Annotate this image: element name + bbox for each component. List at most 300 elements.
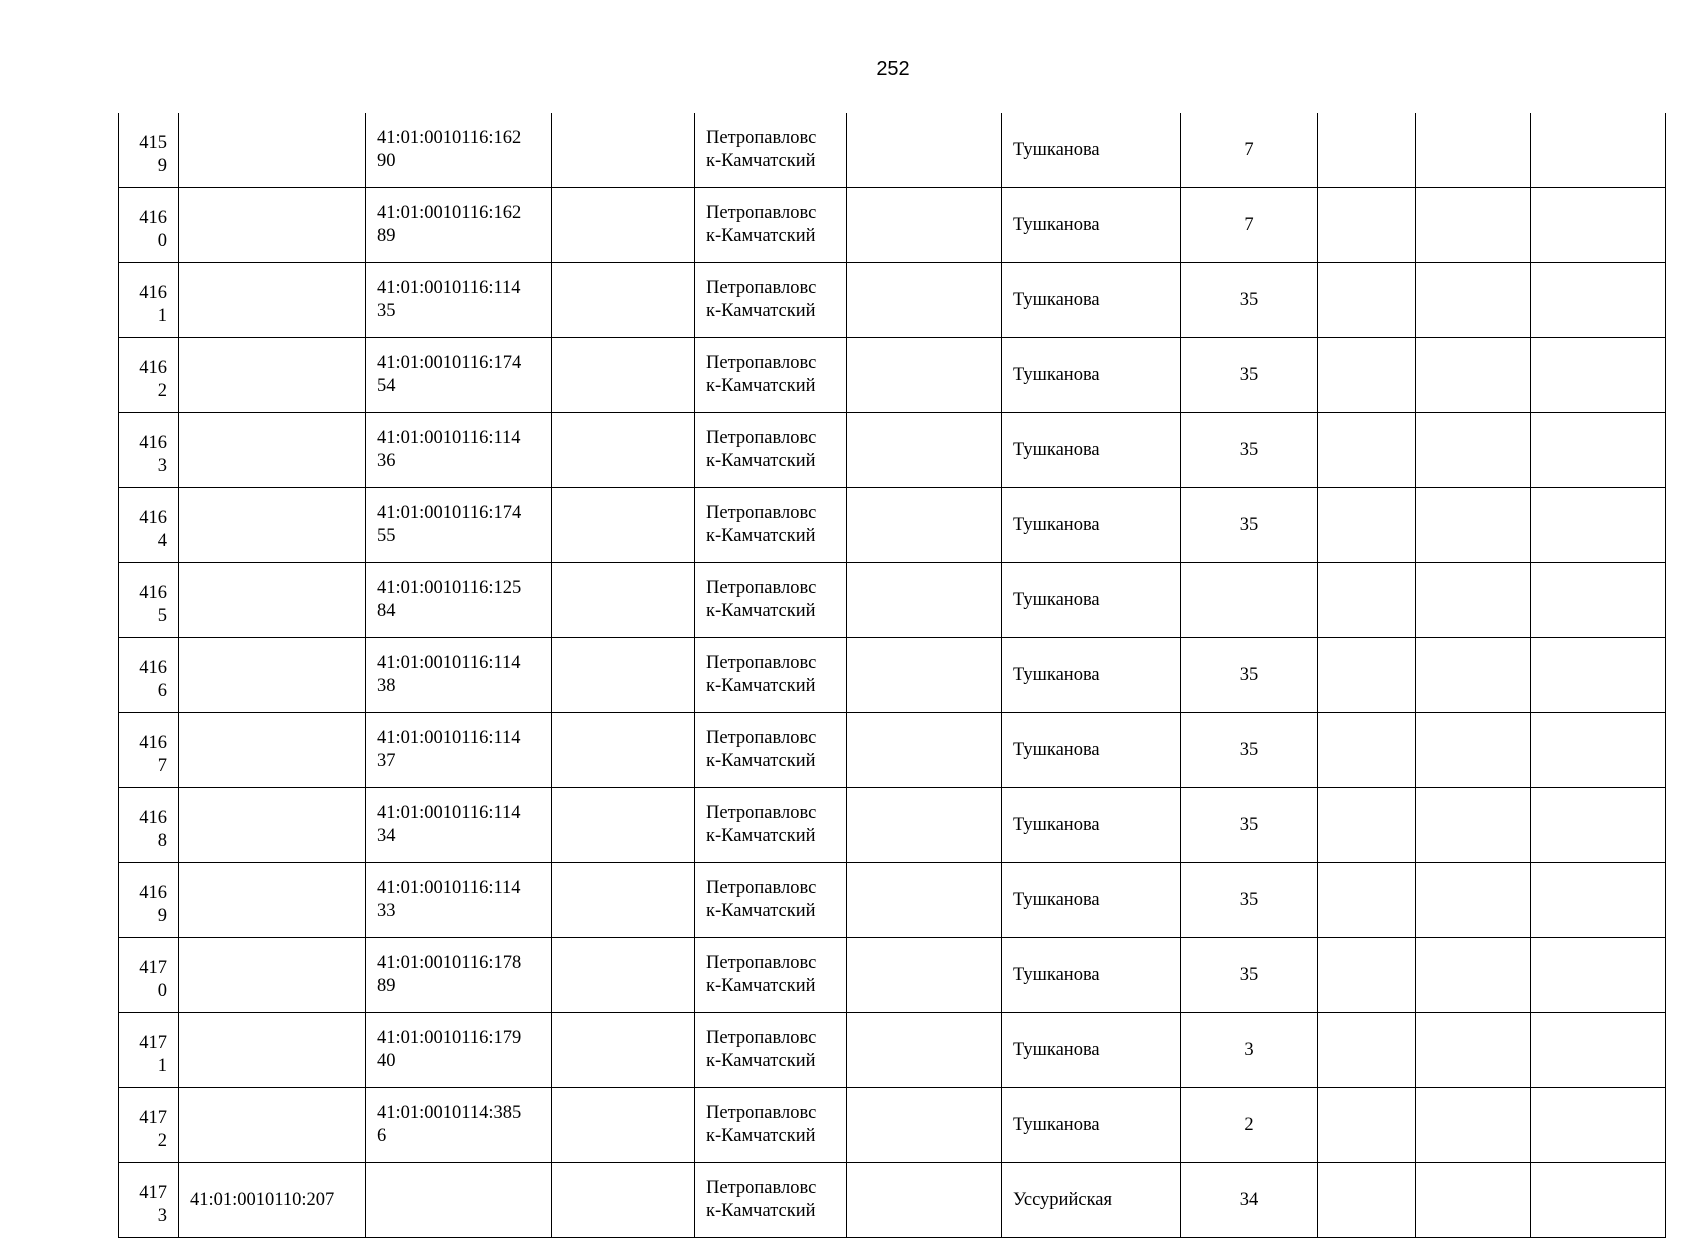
cadastral-sub-cell — [366, 863, 552, 938]
empty-cell — [552, 938, 695, 1013]
city-line: Петропавловс — [706, 1178, 817, 1198]
house-number-value: 3 — [1244, 1039, 1254, 1060]
street-value: Тушканова — [1013, 364, 1100, 385]
city-cell — [695, 563, 847, 638]
cadastral-sub-line: 34 — [377, 826, 396, 846]
row-number-line: 416 — [139, 358, 167, 378]
city-cell — [695, 488, 847, 563]
empty-cell — [1318, 1163, 1416, 1238]
street-value: Тушканова — [1013, 514, 1100, 535]
row-number-cell — [119, 188, 179, 263]
empty-cell — [1318, 188, 1416, 263]
street-value: Тушканова — [1013, 739, 1100, 760]
empty-cell — [1416, 488, 1531, 563]
row-number-line: 1 — [157, 306, 167, 326]
empty-cell — [847, 263, 1002, 338]
house-number-cell — [1181, 1088, 1318, 1163]
row-number-cell — [119, 863, 179, 938]
empty-cell — [1318, 863, 1416, 938]
cadastral-sub-line: 41:01:0010116:174 — [377, 503, 522, 523]
row-number-line: 8 — [157, 831, 167, 851]
cadastral-sub-cell — [366, 338, 552, 413]
cadastral-sub-line: 41:01:0010116:114 — [377, 803, 521, 823]
cadastral-sub-line: 41:01:0010116:179 — [377, 1028, 522, 1048]
table-row — [119, 488, 1666, 563]
cadastral-sub-line: 41:01:0010116:174 — [377, 353, 522, 373]
table-row — [119, 338, 1666, 413]
cadastral-sub-cell — [366, 413, 552, 488]
cadastral-sub-line: 38 — [377, 676, 396, 696]
empty-cell — [552, 413, 695, 488]
empty-cell — [552, 188, 695, 263]
empty-cell — [1318, 488, 1416, 563]
street-cell — [1002, 1163, 1181, 1238]
row-number-line: 0 — [157, 231, 167, 251]
row-number-cell — [119, 1163, 179, 1238]
row-number-line: 417 — [139, 1033, 167, 1053]
cadastral-main-cell — [179, 1013, 366, 1088]
row-number-cell — [119, 1088, 179, 1163]
row-number-line: 416 — [139, 433, 167, 453]
empty-cell — [1531, 488, 1666, 563]
street-cell — [1002, 263, 1181, 338]
city-line: Петропавловс — [706, 953, 817, 973]
empty-cell — [847, 1013, 1002, 1088]
house-number-value: 2 — [1244, 1114, 1254, 1135]
cadastral-sub-cell — [366, 263, 552, 338]
empty-cell — [552, 1163, 695, 1238]
street-cell — [1002, 488, 1181, 563]
city-cell — [695, 338, 847, 413]
table-row — [119, 1013, 1666, 1088]
table-row — [119, 713, 1666, 788]
cadastral-main-cell — [179, 938, 366, 1013]
empty-cell — [1416, 263, 1531, 338]
cadastral-main-cell — [179, 188, 366, 263]
street-cell — [1002, 188, 1181, 263]
city-line: к-Камчатский — [706, 301, 816, 321]
cadastral-main-cell — [179, 1163, 366, 1238]
empty-cell — [1416, 1013, 1531, 1088]
city-cell — [695, 413, 847, 488]
table-row — [119, 563, 1666, 638]
row-number-line: 7 — [157, 756, 167, 776]
street-value: Тушканова — [1013, 1114, 1100, 1135]
cadastral-main-cell — [179, 1088, 366, 1163]
house-number-value: 7 — [1244, 139, 1254, 160]
row-number-line: 416 — [139, 658, 167, 678]
house-number-cell — [1181, 863, 1318, 938]
city-line: к-Камчатский — [706, 151, 816, 171]
table-row — [119, 638, 1666, 713]
street-cell — [1002, 788, 1181, 863]
cadastral-sub-line: 41:01:0010116:162 — [377, 203, 522, 223]
cadastral-sub-line: 41:01:0010116:114 — [377, 278, 521, 298]
house-number-value: 34 — [1239, 1189, 1259, 1210]
empty-cell — [847, 938, 1002, 1013]
house-number-value: 35 — [1239, 964, 1259, 985]
empty-cell — [1318, 638, 1416, 713]
city-line: Петропавловс — [706, 578, 817, 598]
row-number-line: 5 — [157, 606, 167, 626]
row-number-cell — [119, 263, 179, 338]
city-line: Петропавловс — [706, 728, 817, 748]
row-number-line: 416 — [139, 283, 167, 303]
street-value: Тушканова — [1013, 664, 1100, 685]
empty-cell — [552, 1088, 695, 1163]
house-number-cell — [1181, 713, 1318, 788]
street-cell — [1002, 1088, 1181, 1163]
cadastral-sub-line: 35 — [377, 301, 396, 321]
street-value: Тушканова — [1013, 289, 1100, 310]
row-number-line: 416 — [139, 583, 167, 603]
row-number-line: 416 — [139, 208, 167, 228]
empty-cell — [1318, 713, 1416, 788]
row-number-line: 416 — [139, 883, 167, 903]
empty-cell — [1531, 338, 1666, 413]
empty-cell — [1416, 113, 1531, 188]
house-number-value: 35 — [1239, 439, 1259, 460]
house-number-cell — [1181, 413, 1318, 488]
cadastral-sub-line: 40 — [377, 1051, 396, 1071]
empty-cell — [552, 863, 695, 938]
city-line: Петропавловс — [706, 653, 817, 673]
row-number-cell — [119, 638, 179, 713]
empty-cell — [847, 338, 1002, 413]
house-number-value: 35 — [1239, 364, 1259, 385]
empty-cell — [1531, 563, 1666, 638]
cadastral-sub-line: 41:01:0010114:385 — [377, 1103, 522, 1123]
street-cell — [1002, 563, 1181, 638]
row-number-line: 416 — [139, 508, 167, 528]
cadastral-sub-line: 54 — [377, 376, 396, 396]
street-value: Тушканова — [1013, 964, 1100, 985]
house-number-value: 35 — [1239, 664, 1259, 685]
table-row — [119, 938, 1666, 1013]
cadastral-sub-cell — [366, 563, 552, 638]
empty-cell — [1318, 413, 1416, 488]
cadastral-sub-cell — [366, 188, 552, 263]
city-line: к-Камчатский — [706, 976, 816, 996]
city-line: Петропавловс — [706, 803, 817, 823]
empty-cell — [1531, 938, 1666, 1013]
cadastral-main-cell — [179, 788, 366, 863]
cadastral-main-cell — [179, 263, 366, 338]
house-number-value: 35 — [1239, 814, 1259, 835]
row-number-line: 416 — [139, 808, 167, 828]
row-number-line: 0 — [157, 981, 167, 1001]
row-number-line: 417 — [139, 1108, 167, 1128]
city-cell — [695, 788, 847, 863]
table-row — [119, 413, 1666, 488]
city-line: Петропавловс — [706, 1028, 817, 1048]
cadastral-sub-cell — [366, 488, 552, 563]
cadastral-sub-cell — [366, 938, 552, 1013]
city-line: к-Камчатский — [706, 226, 816, 246]
empty-cell — [1531, 188, 1666, 263]
city-line: Петропавловс — [706, 503, 817, 523]
street-value: Тушканова — [1013, 814, 1100, 835]
empty-cell — [1531, 113, 1666, 188]
cadastral-sub-line: 55 — [377, 526, 396, 546]
house-number-cell — [1181, 488, 1318, 563]
cadastral-sub-line: 41:01:0010116:125 — [377, 578, 522, 598]
cadastral-sub-line: 37 — [377, 751, 396, 771]
row-number-cell — [119, 113, 179, 188]
empty-cell — [1416, 713, 1531, 788]
house-number-value: 35 — [1239, 889, 1259, 910]
address-registry-table — [118, 113, 1666, 1238]
cadastral-sub-line: 41:01:0010116:114 — [377, 428, 521, 448]
city-line: Петропавловс — [706, 278, 817, 298]
empty-cell — [552, 638, 695, 713]
row-number-line: 4 — [157, 531, 167, 551]
empty-cell — [552, 113, 695, 188]
empty-cell — [847, 188, 1002, 263]
city-cell — [695, 713, 847, 788]
house-number-cell — [1181, 1163, 1318, 1238]
cadastral-main-cell — [179, 113, 366, 188]
cadastral-sub-cell — [366, 638, 552, 713]
city-cell — [695, 1163, 847, 1238]
empty-cell — [1416, 413, 1531, 488]
empty-cell — [552, 713, 695, 788]
empty-cell — [1531, 863, 1666, 938]
empty-cell — [1416, 638, 1531, 713]
house-number-value: 7 — [1244, 214, 1254, 235]
empty-cell — [1531, 263, 1666, 338]
table-row — [119, 188, 1666, 263]
row-number-line: 9 — [157, 906, 167, 926]
street-value: Уссурийская — [1013, 1189, 1112, 1210]
city-line: Петропавловс — [706, 428, 817, 448]
city-line: Петропавловс — [706, 128, 817, 148]
cadastral-main-cell — [179, 863, 366, 938]
cadastral-sub-line: 89 — [377, 226, 396, 246]
house-number-value: 35 — [1239, 514, 1259, 535]
row-number-line: 2 — [157, 1131, 167, 1151]
house-number-cell — [1181, 788, 1318, 863]
empty-cell — [847, 488, 1002, 563]
empty-cell — [552, 263, 695, 338]
empty-cell — [1531, 413, 1666, 488]
cadastral-sub-line: 41:01:0010116:162 — [377, 128, 522, 148]
empty-cell — [1318, 1013, 1416, 1088]
row-number-line: 2 — [157, 381, 167, 401]
city-cell — [695, 638, 847, 713]
house-number-cell — [1181, 263, 1318, 338]
row-number-line: 417 — [139, 958, 167, 978]
city-line: к-Камчатский — [706, 901, 816, 921]
cadastral-main-cell — [179, 413, 366, 488]
house-number-value: 35 — [1239, 289, 1259, 310]
empty-cell — [1318, 1088, 1416, 1163]
table-row — [119, 863, 1666, 938]
street-cell — [1002, 113, 1181, 188]
table-row — [119, 113, 1666, 188]
house-number-cell — [1181, 638, 1318, 713]
city-line: к-Камчатский — [706, 751, 816, 771]
row-number-line: 415 — [139, 133, 167, 153]
street-cell — [1002, 713, 1181, 788]
empty-cell — [1416, 1088, 1531, 1163]
city-line: Петропавловс — [706, 878, 817, 898]
registry-body — [119, 113, 1666, 1238]
city-cell — [695, 863, 847, 938]
empty-cell — [1318, 338, 1416, 413]
city-line: Петропавловс — [706, 353, 817, 373]
city-line: к-Камчатский — [706, 1126, 816, 1146]
house-number-value: 35 — [1239, 739, 1259, 760]
city-cell — [695, 938, 847, 1013]
house-number-cell — [1181, 563, 1318, 638]
row-number-line: 416 — [139, 733, 167, 753]
row-number-cell — [119, 338, 179, 413]
city-cell — [695, 1088, 847, 1163]
empty-cell — [552, 788, 695, 863]
empty-cell — [1531, 713, 1666, 788]
street-cell — [1002, 863, 1181, 938]
empty-cell — [552, 563, 695, 638]
empty-cell — [1416, 938, 1531, 1013]
empty-cell — [847, 863, 1002, 938]
row-number-line: 6 — [157, 681, 167, 701]
street-cell — [1002, 338, 1181, 413]
street-cell — [1002, 938, 1181, 1013]
street-cell — [1002, 638, 1181, 713]
city-line: к-Камчатский — [706, 1051, 816, 1071]
cadastral-sub-line: 6 — [377, 1126, 387, 1146]
empty-cell — [1318, 788, 1416, 863]
cadastral-sub-cell — [366, 1163, 552, 1238]
cadastral-sub-line: 90 — [377, 151, 396, 171]
table-row — [119, 1163, 1666, 1238]
empty-cell — [1531, 788, 1666, 863]
cadastral-main-value: 41:01:0010110:207 — [190, 1189, 335, 1210]
empty-cell — [847, 563, 1002, 638]
city-cell — [695, 263, 847, 338]
city-line: к-Камчатский — [706, 826, 816, 846]
street-value: Тушканова — [1013, 1039, 1100, 1060]
empty-cell — [847, 413, 1002, 488]
cadastral-main-cell — [179, 638, 366, 713]
empty-cell — [1416, 863, 1531, 938]
empty-cell — [1318, 263, 1416, 338]
empty-cell — [847, 1163, 1002, 1238]
row-number-line: 3 — [157, 456, 167, 476]
empty-cell — [1318, 113, 1416, 188]
row-number-cell — [119, 938, 179, 1013]
cadastral-main-cell — [179, 563, 366, 638]
row-number-line: 417 — [139, 1183, 167, 1203]
cadastral-sub-line: 36 — [377, 451, 396, 471]
street-cell — [1002, 1013, 1181, 1088]
empty-cell — [1531, 1088, 1666, 1163]
cadastral-sub-cell — [366, 788, 552, 863]
empty-cell — [1531, 638, 1666, 713]
table-row — [119, 263, 1666, 338]
city-line: Петропавловс — [706, 203, 817, 223]
row-number-line: 1 — [157, 1056, 167, 1076]
house-number-cell — [1181, 938, 1318, 1013]
city-line: к-Камчатский — [706, 1201, 816, 1221]
empty-cell — [847, 638, 1002, 713]
empty-cell — [552, 1013, 695, 1088]
table-row — [119, 1088, 1666, 1163]
empty-cell — [1416, 1163, 1531, 1238]
street-cell — [1002, 413, 1181, 488]
street-value: Тушканова — [1013, 139, 1100, 160]
cadastral-sub-line: 33 — [377, 901, 396, 921]
empty-cell — [1318, 938, 1416, 1013]
row-number-line: 3 — [157, 1206, 167, 1226]
city-cell — [695, 1013, 847, 1088]
page-number: 252 — [876, 58, 910, 80]
cadastral-sub-cell — [366, 1013, 552, 1088]
cadastral-sub-cell — [366, 713, 552, 788]
empty-cell — [847, 1088, 1002, 1163]
table-row — [119, 788, 1666, 863]
empty-cell — [1416, 338, 1531, 413]
cadastral-sub-cell — [366, 1088, 552, 1163]
cadastral-main-cell — [179, 713, 366, 788]
cadastral-sub-line: 41:01:0010116:114 — [377, 653, 521, 673]
empty-cell — [847, 113, 1002, 188]
cadastral-sub-line: 41:01:0010116:178 — [377, 953, 522, 973]
cadastral-main-cell — [179, 488, 366, 563]
empty-cell — [847, 713, 1002, 788]
empty-cell — [1318, 563, 1416, 638]
city-line: к-Камчатский — [706, 526, 816, 546]
street-value: Тушканова — [1013, 889, 1100, 910]
row-number-cell — [119, 488, 179, 563]
city-line: к-Камчатский — [706, 451, 816, 471]
city-line: к-Камчатский — [706, 601, 816, 621]
empty-cell — [1416, 563, 1531, 638]
street-value: Тушканова — [1013, 214, 1100, 235]
empty-cell — [552, 338, 695, 413]
city-cell — [695, 188, 847, 263]
row-number-cell — [119, 1013, 179, 1088]
empty-cell — [1416, 188, 1531, 263]
street-value: Тушканова — [1013, 589, 1100, 610]
cadastral-main-cell — [179, 338, 366, 413]
empty-cell — [1531, 1013, 1666, 1088]
cadastral-sub-line: 41:01:0010116:114 — [377, 728, 521, 748]
cadastral-sub-line: 84 — [377, 601, 396, 621]
cadastral-sub-line: 89 — [377, 976, 396, 996]
cadastral-sub-line: 41:01:0010116:114 — [377, 878, 521, 898]
row-number-cell — [119, 413, 179, 488]
empty-cell — [552, 488, 695, 563]
city-cell — [695, 113, 847, 188]
house-number-cell — [1181, 1013, 1318, 1088]
row-number-cell — [119, 788, 179, 863]
empty-cell — [1416, 788, 1531, 863]
house-number-cell — [1181, 113, 1318, 188]
empty-cell — [847, 788, 1002, 863]
city-line: к-Камчатский — [706, 376, 816, 396]
empty-cell — [1531, 1163, 1666, 1238]
row-number-cell — [119, 563, 179, 638]
house-number-cell — [1181, 188, 1318, 263]
house-number-cell — [1181, 338, 1318, 413]
street-value: Тушканова — [1013, 439, 1100, 460]
row-number-cell — [119, 713, 179, 788]
city-line: к-Камчатский — [706, 676, 816, 696]
city-line: Петропавловс — [706, 1103, 817, 1123]
cadastral-sub-cell — [366, 113, 552, 188]
